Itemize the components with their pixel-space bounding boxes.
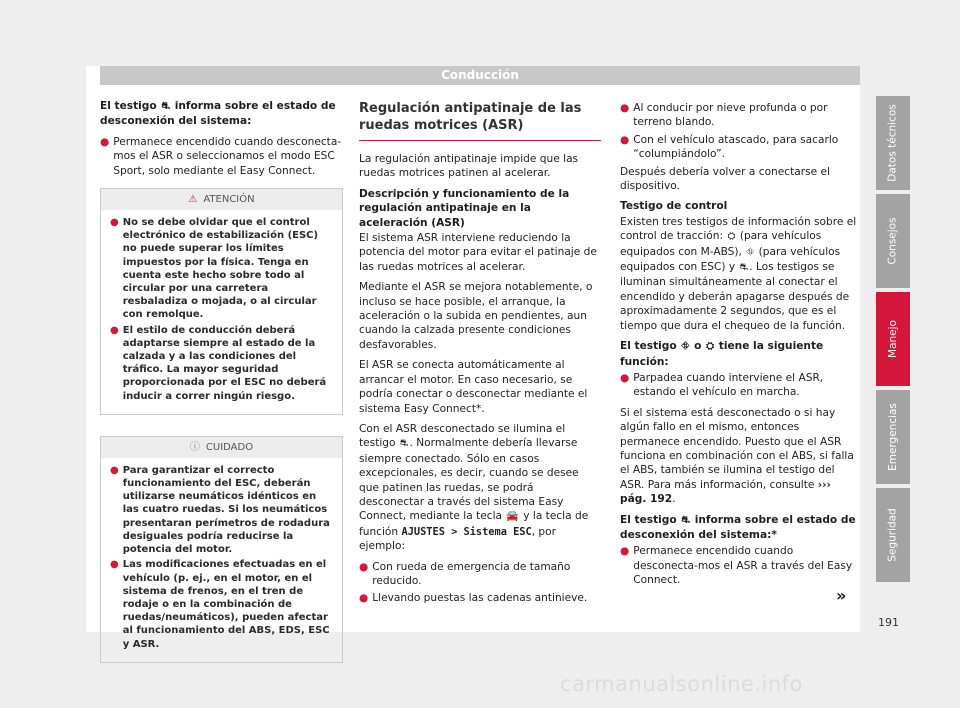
column-right	[620, 101, 860, 591]
attention-box	[100, 188, 343, 415]
paragraph: Después debería volver a conectarse el dispositivo.	[620, 165, 830, 193]
asr-off-warning-icon: ⛐	[681, 514, 691, 526]
bullet-icon: ●	[620, 371, 630, 384]
paragraph: El sistema ASR interviene reduciendo la potencia del motor para evitar el patinaje de las ruedas motrices al acelerar.	[359, 232, 597, 273]
traction-esc-icon: ⛗	[746, 246, 755, 258]
list-item: ● Llevando puestas las cadenas antinieve.	[359, 592, 588, 605]
tab-datos-tecnicos[interactable]: Datos técnicos	[876, 96, 910, 190]
list-item: ● Parpadea cuando interviene el ASR, estando el vehículo en marcha.	[620, 371, 824, 399]
tab-manejo[interactable]: Manejo	[876, 292, 910, 386]
warning-triangle-icon: ⚠	[188, 194, 198, 206]
bullet-icon: ●	[359, 560, 369, 573]
paragraph: Si el sistema está desconectado o si hay algún fallo en el mismo, entonces permanece encendido. Puesto que el ASR funciona en combinación con el ABS, si falla el ABS, también se ilumina el testigo del ASR. Para más información, consulte ››› pág. 192.	[620, 406, 854, 506]
continue-marker: »	[836, 586, 847, 605]
asr-off-warning-icon: ⛐	[161, 101, 171, 112]
column-left	[100, 99, 343, 663]
tab-consejos[interactable]: Consejos	[876, 194, 910, 288]
page-reference-link[interactable]: ››› pág. 192	[620, 478, 831, 506]
list-item: ● Al conducir por nieve profunda o por terreno blando.	[620, 102, 828, 129]
attention-body	[101, 210, 342, 414]
list-item: ● El estilo de conducción deberá adaptarse siempre al estado de la calzada y a las condiciones del tráfico. La mayor seguridad proporcionada por el ESC no deberá inducir a correr ningún riesgo.	[110, 324, 327, 402]
bullet-icon: ●	[110, 324, 119, 336]
subheading: Testigo de control	[620, 200, 728, 213]
traction-esc-icon: ⛗	[681, 341, 690, 353]
subheading: El testigo ⛐ informa sobre el estado de desconexión del sistema:*	[620, 513, 856, 541]
caution-header: ⓘ CUIDADO	[101, 437, 342, 458]
function-key-path: AJUSTES > Sistema ESC	[401, 525, 532, 538]
asr-off-intro: El testigo ⛐ informa sobre el estado de desconexión del sistema:	[100, 100, 336, 128]
tab-seguridad[interactable]: Seguridad	[876, 488, 910, 582]
asr-off-warning-icon: ⛐	[739, 262, 749, 274]
subheading: El testigo ⛗ o ⛭ tiene la siguiente función:	[620, 340, 824, 368]
car-key-icon: 🚘	[506, 511, 519, 523]
page-number: 191	[878, 616, 899, 629]
paragraph: Existen tres testigos de información sobre el control de tracción: ⛭ (para vehículos equipados con M-ABS), ⛗ (para vehículos equipados con ESC) y ⛐. Los testigos se iluminan simultáneamente al conectar el encendido y deberán apagarse después de aproximadamente 2 segundos, que es el tiempo que dura el chequeo de la función.	[620, 215, 857, 332]
list-item: ● Permanece encendido cuando desconecta-mos el ASR a través del Easy Connect.	[620, 545, 853, 587]
bullet-icon: ●	[110, 464, 119, 476]
asr-off-warning-icon: ⛐	[399, 438, 409, 450]
info-circle-icon: ⓘ	[189, 441, 200, 453]
bullet-icon: ●	[110, 217, 119, 229]
traction-abs-icon: ⛭	[706, 341, 715, 353]
paragraph: Mediante el ASR se mejora notablemente, o incluso se hace posible, el arranque, la aceleración o la subida en pendientes, aun cuando la calzada presente condiciones desfavorables.	[359, 281, 593, 351]
subheading: Descripción y funcionamiento de la regulación antipatinaje en la aceleración (ASR)	[359, 187, 570, 229]
section-header: Conducción	[100, 66, 860, 85]
bullet-icon: ●	[620, 133, 630, 146]
tab-emergencias[interactable]: Emergencias	[876, 390, 910, 484]
paragraph: La regulación antipatinaje impide que las ruedas motrices patinen al acelerar.	[359, 153, 579, 180]
list-item: ● No se debe olvidar que el control electrónico de estabilización (ESC) no puede superar los límites impuestos por la física. Tenga en cuenta este hecho sobre todo al circular por una carretera resbaladiza o mojada, o al circular con remolque.	[110, 217, 319, 321]
caution-body	[101, 458, 342, 662]
attention-header: ⚠ ATENCIÓN	[101, 189, 342, 210]
column-middle	[359, 101, 601, 609]
watermark: carmanualsonline.info	[560, 672, 803, 696]
bullet-icon: ●	[620, 102, 630, 114]
bullet-icon: ●	[110, 559, 119, 571]
list-item: ● Para garantizar el correcto funcionamiento del ESC, deberán utilizarse neumáticos idénticos en las cuatro ruedas. Si los neumáticos presentaran perímetros de rodadura desiguales podría reducirse la potencia del motor.	[110, 464, 330, 556]
section-title: Regulación antipatinaje de las ruedas motrices (ASR)	[359, 101, 601, 141]
list-item: ● Las modificaciones efectuadas en el vehículo (p. ej., en el motor, en el sistema de frenos, en el tren de rodaje o en la combinación de ruedas/neumáticos), pueden afectar al funcionamiento del ABS, EDS, ESC y ASR.	[110, 559, 330, 650]
paragraph: Con el ASR desconectado se ilumina el testigo ⛐. Normalmente debería llevarse siempre conectado. Sólo en casos excepcionales, es decir, cuando se desee que patinen las ruedas, se podrá desconectar a través del sistema Easy Connect, mediante la tecla 🚘 y la tecla de función AJUSTES > Sistema ESC, por ejemplo:	[359, 422, 589, 553]
bullet-icon: ●	[359, 592, 369, 605]
bullet-icon: ●	[620, 545, 630, 558]
paragraph: El ASR se conecta automáticamente al arrancar el motor. En caso necesario, se podría conectar o desconectar mediante el sistema Easy Connect*.	[359, 359, 588, 415]
list-item: ● Con rueda de emergencia de tamaño reducido.	[359, 560, 571, 587]
caution-box	[100, 436, 343, 663]
list-item: ● Permanece encendido cuando desconecta-mos el ASR o seleccionamos el modo ESC Sport, solo mediante el Easy Connect.	[100, 135, 342, 177]
list-item: ● Con el vehículo atascado, para sacarlo “columpiándolo”.	[620, 133, 839, 161]
traction-abs-icon: ⛭	[727, 231, 736, 243]
bullet-icon: ●	[100, 135, 110, 148]
